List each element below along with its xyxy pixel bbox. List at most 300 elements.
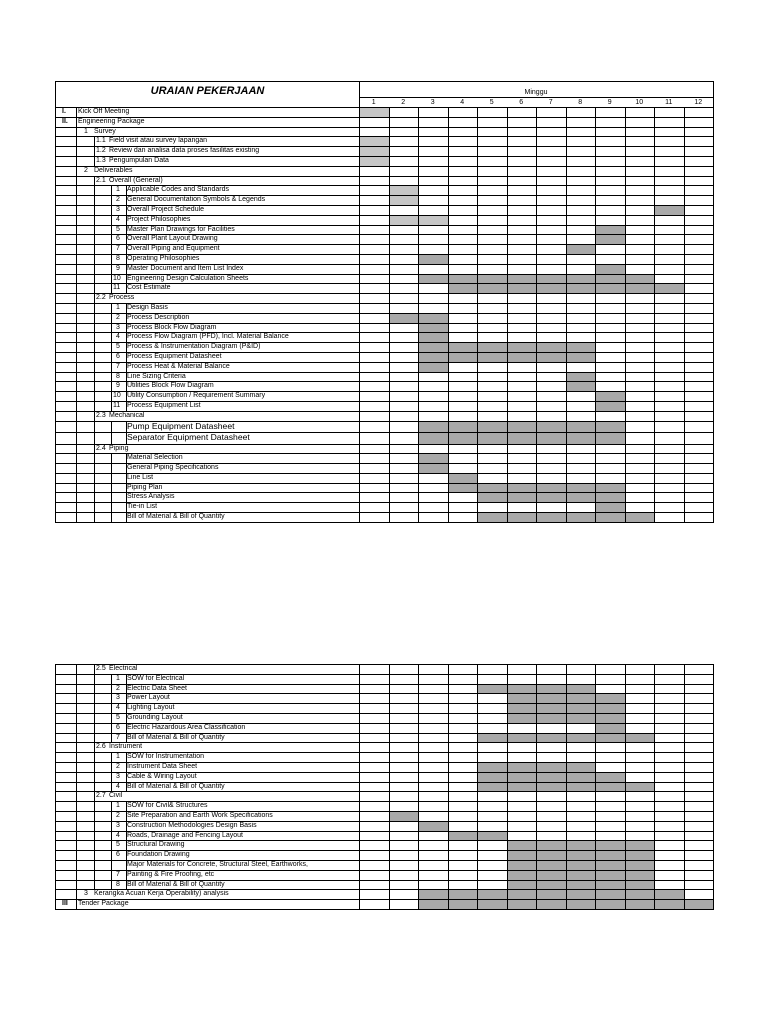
week-bar [536,881,566,890]
task-label: Line Sizing Criteria [127,372,186,380]
week-number: 4 [460,99,465,106]
week-bar [389,196,419,205]
week-bar [448,422,478,433]
task-label: Overall Plant Layout Drawing [127,235,218,243]
week-bar [566,861,596,870]
week-bar [418,464,448,473]
week-bar [507,841,537,850]
week-bar [536,513,566,522]
week-bar [507,433,537,444]
week-number: 3 [430,99,435,106]
week-bar [595,871,625,880]
week-bar [507,714,537,723]
week-bar [536,422,566,433]
week-bar [566,422,596,433]
task-label: General Documentation Symbols & Legends [127,196,266,204]
week-bar [536,493,566,502]
task-label: Tie-in List [127,503,158,511]
task-label: Pengumpulan Data [109,156,169,164]
week-bar [477,353,507,362]
week-bar [566,275,596,284]
task-label: Mechanical [109,411,145,419]
week-bar [507,783,537,792]
week-bar [566,382,596,391]
task-label: Roads, Drainage and Fencing Layout [127,831,243,839]
task-label: Master Plan Drawings for Facilities [127,225,235,233]
task-label: Kerangka Acuan Kerja Operability) analysis [94,890,229,898]
week-bar [507,493,537,502]
week-bar [625,513,655,522]
week-bar [507,275,537,284]
week-bar [566,841,596,850]
week-bar [536,763,566,772]
table-row [56,402,713,412]
week-bar [566,900,596,909]
week-bar [595,503,625,512]
week-bar [566,493,596,502]
item-number: 1 [116,802,120,810]
week-bar [654,284,684,293]
task-label: Bill of Material & Bill of Quantity [127,880,225,888]
week-bar [595,422,625,433]
week-number: 10 [635,99,644,106]
week-bar [448,890,478,899]
item-number: 6 [116,235,120,243]
task-label: Master Document and Item List Index [127,264,244,272]
week-bar [418,255,448,264]
week-bar [595,881,625,890]
task-label: Cost Estimate [127,284,171,292]
week-bar [536,685,566,694]
task-label: Instrument Data Sheet [127,762,198,770]
task-label: Instrument [109,743,143,751]
week-bar [418,822,448,831]
week-bar [536,284,566,293]
week-bar [625,881,655,890]
week-bar [418,324,448,333]
item-number: 2.2 [96,294,106,302]
item-number: 6 [116,851,120,859]
item-number: 7 [116,245,120,253]
week-bar [566,373,596,382]
week-bar [625,841,655,850]
week-bar [566,881,596,890]
week-bar [477,484,507,493]
week-bar [536,861,566,870]
week-bar [595,235,625,244]
week-bar [389,216,419,225]
item-number: 2 [116,684,120,692]
week-bar [418,353,448,362]
task-label: Engineering Package [78,117,145,125]
week-bar [507,685,537,694]
week-bar [418,890,448,899]
task-label: Engineering Design Calculation Sheets [127,274,249,282]
task-label: Electric Hazardous Area Classification [127,723,246,731]
task-label: Structural Drawing [127,841,185,849]
week-bar [507,900,537,909]
week-bar [536,714,566,723]
rows-part1 [56,108,713,523]
week-bar [536,783,566,792]
table-row [56,464,713,474]
week-bar [536,343,566,352]
task-label: Process Description [127,313,190,321]
week-bar [359,157,389,166]
week-bar [625,871,655,880]
task-label: Review dan analisa data proses fasilitas existing [109,147,260,155]
table-row [56,900,713,910]
task-label: Material Selection [127,454,183,462]
week-bar [418,422,448,433]
item-number: 1.1 [96,137,106,145]
task-label: Major Materials for Concrete, Structural Steel, Earthworks, [127,860,308,868]
week-bar [536,900,566,909]
task-label: Process & Instrumentation Diagram (P&ID) [127,343,261,351]
week-bar [359,137,389,146]
week-bar [536,275,566,284]
item-number: 7 [116,870,120,878]
week-bar [595,226,625,235]
item-number: 3 [116,323,120,331]
week-bar [595,861,625,870]
schedule-table-part2 [55,664,714,910]
item-number: 9 [116,382,120,390]
week-bar [595,841,625,850]
week-bar [536,704,566,713]
item-number: 10 [113,274,121,282]
task-label: Piping Plan [127,483,163,491]
task-label: Design Basis [127,303,168,311]
week-bar [448,484,478,493]
task-label: Lighting Layout [127,704,175,712]
week-bar [536,433,566,444]
week-bar [418,343,448,352]
item-number: 4 [116,215,120,223]
item-number: 8 [116,880,120,888]
week-bar [595,392,625,401]
week-bar [595,783,625,792]
week-bar [507,353,537,362]
task-label: Process Equipment List [127,401,201,409]
task-label: Process [109,294,135,302]
week-bar [595,513,625,522]
week-bar [477,685,507,694]
week-bar [566,773,596,782]
week-number: 6 [519,99,524,106]
table-row [56,513,713,523]
item-number: 8 [116,372,120,380]
week-bar [536,734,566,743]
table-row [56,118,713,128]
task-label: Foundation Drawing [127,851,190,859]
week-bar [595,714,625,723]
item-number: 2 [116,313,120,321]
task-label: Stress Analysis [127,493,175,501]
week-bar [477,890,507,899]
week-number: 5 [489,99,494,106]
week-bar [654,206,684,215]
week-bar [507,422,537,433]
item-number: 1 [116,674,120,682]
week-bar [566,433,596,444]
week-number: 12 [694,99,703,106]
week-bar [507,694,537,703]
table-row [56,433,713,445]
task-label: Cable & Wiring Layout [127,772,197,780]
week-bar [448,343,478,352]
week-bar [477,734,507,743]
item-number: 1 [84,127,88,135]
week-bar [595,900,625,909]
item-number: 5 [116,225,120,233]
task-label: Process Flow Diagram (PFD), Incl. Material Balance [127,333,289,341]
weeks-label: Minggu [524,89,548,96]
week-bar [654,900,684,909]
week-number: 7 [548,99,553,106]
item-number: 2.1 [96,176,106,184]
item-number: 2.5 [96,665,106,672]
task-label: SOW for Instrumentation [127,753,205,761]
week-bar [507,851,537,860]
week-bar [477,900,507,909]
week-bar [684,900,714,909]
item-number: 2.4 [96,444,106,452]
week-bar [507,890,537,899]
task-label: Tender Package [78,900,129,908]
item-number: 4 [116,333,120,341]
task-label: Pump Equipment Datasheet [127,420,235,431]
table-row [56,783,713,793]
item-number: 4 [116,704,120,712]
week-bar [625,783,655,792]
week-bar [566,513,596,522]
table-row [56,890,713,900]
week-bar [625,900,655,909]
week-bar [566,353,596,362]
week-bar [418,314,448,323]
week-bar [507,773,537,782]
item-number: 2 [116,196,120,204]
week-bar [536,484,566,493]
week-bar [418,216,448,225]
week-bar [359,108,389,117]
week-bar [477,275,507,284]
week-bar [507,343,537,352]
table-row [56,284,713,294]
item-number: 4 [116,831,120,839]
task-label: Applicable Codes and Standards [127,186,229,194]
week-bar [477,513,507,522]
task-label: Utilities Block Flow Diagram [127,382,214,390]
week-bar [566,871,596,880]
item-number: 8 [116,254,120,262]
week-bar [536,773,566,782]
week-bar [389,812,419,821]
week-bar [477,763,507,772]
task-label: Piping [109,444,129,452]
week-bar [536,890,566,899]
week-number: 2 [401,99,406,106]
week-bar [507,763,537,772]
week-bar [625,275,655,284]
week-bar [625,861,655,870]
task-label: Line List [127,473,154,481]
week-bar [448,832,478,841]
schedule-table-part1 [55,81,714,523]
week-bar [566,484,596,493]
item-number: 3 [116,694,120,702]
week-bar [389,314,419,323]
week-bar [595,704,625,713]
week-bar [418,433,448,444]
item-number: 5 [116,841,120,849]
item-number: 2.6 [96,743,106,751]
item-number: 2.3 [96,411,106,419]
week-bar [418,333,448,342]
week-bar [477,343,507,352]
item-number: 3 [116,821,120,829]
week-bar [625,734,655,743]
week-bar [595,890,625,899]
week-bar [566,685,596,694]
week-bar [418,454,448,463]
week-bar [477,773,507,782]
item-number: 6 [116,723,120,731]
week-bar [566,763,596,772]
item-number: III [62,900,68,908]
week-bar [477,284,507,293]
week-bar [418,900,448,909]
week-bar [477,433,507,444]
item-number: 1.3 [96,156,106,164]
week-bar [595,851,625,860]
week-bar [566,734,596,743]
week-bar [507,734,537,743]
week-bar [595,284,625,293]
task-label: Power Layout [127,694,170,702]
item-number: 6 [116,352,120,360]
week-bar [507,871,537,880]
item-number: 2 [116,762,120,770]
rows-part2 [56,665,713,910]
week-bar [507,881,537,890]
item-number: II. [62,117,68,125]
task-label: Kick Off Meeting [78,108,130,115]
task-label: Field visit atau survey lapangan [109,137,208,145]
task-label: Civil [109,792,123,800]
task-label: Overall Project Schedule [127,205,205,213]
week-bar [566,343,596,352]
item-number: 5 [116,713,120,721]
item-number: 5 [116,343,120,351]
week-bar [566,694,596,703]
item-number: 3 [116,772,120,780]
week-bar [448,433,478,444]
week-bar [595,275,625,284]
week-bar [566,245,596,254]
week-bar [595,734,625,743]
table-header [56,82,713,108]
week-bar [507,484,537,493]
task-label: Bill of Material & Bill of Quantity [127,513,225,521]
task-label: Process Equipment Datasheet [127,352,222,360]
task-label: Construction Methodologies Design Basis [127,821,257,829]
week-bar [507,861,537,870]
week-bar [507,704,537,713]
task-label: Separator Equipment Datasheet [127,432,250,442]
week-bar [595,265,625,274]
task-label: Bill of Material & Bill of Quantity [127,733,225,741]
item-number: 1 [116,186,120,194]
week-bar [536,871,566,880]
item-number: 4 [116,782,120,790]
week-bar [625,284,655,293]
task-label: SOW for Electrical [127,674,185,682]
week-bar [448,275,478,284]
week-number: 8 [578,99,583,106]
week-bar [625,851,655,860]
week-bar [477,493,507,502]
task-label: Survey [94,127,116,135]
task-label: Utility Consumption / Requirement Summary [127,392,266,400]
week-bar [418,275,448,284]
task-label: Operating Philosophies [127,254,200,262]
week-bar [448,353,478,362]
week-bar [595,694,625,703]
item-number: 7 [116,733,120,741]
week-bar [566,714,596,723]
item-number: I. [62,108,66,115]
week-bar [566,284,596,293]
task-label: Process Block Flow Diagram [127,323,217,331]
week-number: 9 [607,99,612,106]
week-bar [389,186,419,195]
week-bar [448,474,478,483]
week-bar [566,783,596,792]
week-bar [359,147,389,156]
week-bar [595,484,625,493]
week-bar [595,402,625,411]
item-number: 1 [116,303,120,311]
week-bar [536,353,566,362]
task-label: Painting & Fire Proofing, etc [127,870,215,878]
task-label: Electrical [109,665,138,672]
week-bar [418,363,448,372]
week-bar [536,694,566,703]
item-number: 10 [113,392,121,400]
week-bar [536,851,566,860]
week-bar [507,284,537,293]
week-bar [595,773,625,782]
week-bar [477,783,507,792]
item-number: 2 [84,166,88,174]
table-row [56,734,713,744]
task-label: Project Philosophies [127,215,191,223]
week-bar [654,890,684,899]
week-bar [536,841,566,850]
week-bar [566,890,596,899]
week-bar [566,851,596,860]
week-number: 1 [371,99,376,106]
table-row [56,108,713,118]
week-bar [595,433,625,444]
task-label: Bill of Material & Bill of Quantity [127,782,225,790]
column-title: URAIAN PEKERJAAN [150,85,265,97]
week-bar [625,890,655,899]
item-number: 3 [84,890,88,898]
task-label: Electric Data Sheet [127,684,187,692]
